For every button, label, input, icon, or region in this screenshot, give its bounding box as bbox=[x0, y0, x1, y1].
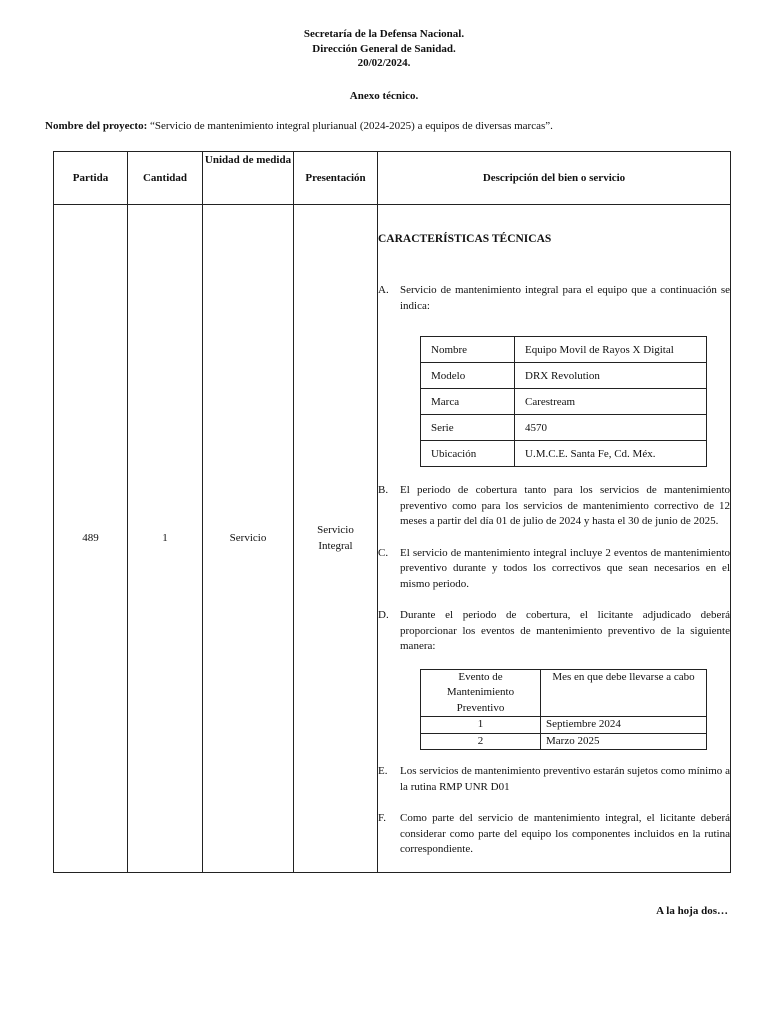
item-text: El servicio de mantenimiento integral incluye 2 eventos de mantenimiento preventivo durante y todos los correctivos que sean necesarios en el mismo periodo. bbox=[400, 546, 730, 590]
header-partida: Partida bbox=[54, 152, 128, 205]
item-a bbox=[378, 283, 730, 314]
item-c bbox=[378, 546, 730, 593]
table-row bbox=[54, 205, 731, 873]
equipment-label: Marca bbox=[421, 389, 515, 415]
header-institution: Secretaría de la Defensa Nacional. bbox=[303, 28, 465, 40]
annex-title: Anexo técnico. bbox=[349, 90, 419, 102]
event-number: 1 bbox=[421, 717, 541, 734]
table-row bbox=[421, 415, 707, 441]
project-name: “Servicio de mantenimiento integral plurianual (2024-2025) a equipos de diversas marcas”. bbox=[147, 120, 553, 132]
event-number: 2 bbox=[421, 733, 541, 750]
annex-table bbox=[53, 151, 731, 873]
equipment-label: Modelo bbox=[421, 363, 515, 389]
cell-cantidad: 1 bbox=[128, 205, 203, 873]
header-descripcion: Descripción del bien o servicio bbox=[378, 152, 731, 205]
technical-title: CARACTERÍSTICAS TÉCNICAS bbox=[378, 233, 552, 245]
presentacion-line2: Integral bbox=[318, 540, 353, 553]
cell-presentacion bbox=[294, 205, 378, 873]
document-header bbox=[0, 27, 768, 71]
item-letter: D. bbox=[378, 609, 389, 621]
header-month: Mes en que debe llevarse a cabo bbox=[541, 669, 707, 717]
event-month: Marzo 2025 bbox=[541, 733, 707, 750]
project-label: Nombre del proyecto: bbox=[45, 120, 148, 132]
item-e bbox=[378, 764, 730, 795]
table-row bbox=[421, 717, 707, 734]
item-text: El periodo de cobertura tanto para los servicios de mantenimiento preventivo como para los servicios de mantenimiento correctivo de 12 meses a partir del día 01 de julio de 2024 y hasta el 30 de junio de 2025. bbox=[400, 484, 730, 527]
table-row bbox=[421, 441, 707, 467]
table-row bbox=[421, 337, 707, 363]
table-row bbox=[421, 389, 707, 415]
header-date: 20/02/2024. bbox=[357, 57, 411, 69]
events-table bbox=[420, 669, 707, 751]
table-header-row bbox=[54, 152, 731, 205]
equipment-table bbox=[420, 336, 707, 467]
item-text: Servicio de mantenimiento integral para el equipo que a continuación se indica: bbox=[400, 284, 730, 312]
item-b bbox=[378, 483, 730, 530]
item-text: Durante el periodo de cobertura, el licitante adjudicado deberá proporcionar los eventos de mantenimiento preventivo de la siguiente manera: bbox=[400, 609, 730, 652]
footer-continuation: A la hoja dos… bbox=[656, 905, 728, 917]
header-cantidad: Cantidad bbox=[128, 152, 203, 205]
equipment-value: U.M.C.E. Santa Fe, Cd. Méx. bbox=[515, 441, 707, 467]
item-letter: C. bbox=[378, 546, 389, 559]
equipment-label: Nombre bbox=[421, 337, 515, 363]
project-line bbox=[45, 120, 745, 132]
equipment-value: Carestream bbox=[515, 389, 707, 415]
header-unidad: Unidad de medida bbox=[203, 152, 294, 205]
item-d bbox=[378, 608, 730, 655]
table-header-row bbox=[421, 669, 707, 717]
cell-partida: 489 bbox=[54, 205, 128, 873]
equipment-value: 4570 bbox=[515, 415, 707, 441]
table-row bbox=[421, 363, 707, 389]
equipment-label: Serie bbox=[421, 415, 515, 441]
equipment-value: Equipo Movil de Rayos X Digital bbox=[515, 337, 707, 363]
item-letter: A. bbox=[378, 284, 389, 296]
item-letter: B. bbox=[378, 484, 389, 496]
header-presentacion: Presentación bbox=[294, 152, 378, 205]
table-row bbox=[421, 733, 707, 750]
item-text: Como parte del servicio de mantenimiento integral, el licitante deberá considerar como parte del equipo los componentes incluidos en la rutina correspondiente. bbox=[400, 812, 730, 855]
header-department: Dirección General de Sanidad. bbox=[312, 42, 456, 55]
item-text: Los servicios de mantenimiento preventivo estarán sujetos como mínimo a la rutina RMP UNR D01 bbox=[400, 765, 730, 793]
item-f bbox=[378, 811, 730, 858]
presentacion-line1: Servicio bbox=[317, 524, 354, 537]
cell-unidad: Servicio bbox=[203, 205, 294, 873]
item-letter: F. bbox=[378, 812, 386, 824]
item-letter: E. bbox=[378, 765, 388, 777]
equipment-value: DRX Revolution bbox=[515, 363, 707, 389]
header-event: Evento de Mantenimiento Preventivo bbox=[421, 669, 541, 717]
equipment-label: Ubicación bbox=[421, 441, 515, 467]
event-month: Septiembre 2024 bbox=[541, 717, 707, 734]
cell-descripcion bbox=[378, 205, 731, 873]
